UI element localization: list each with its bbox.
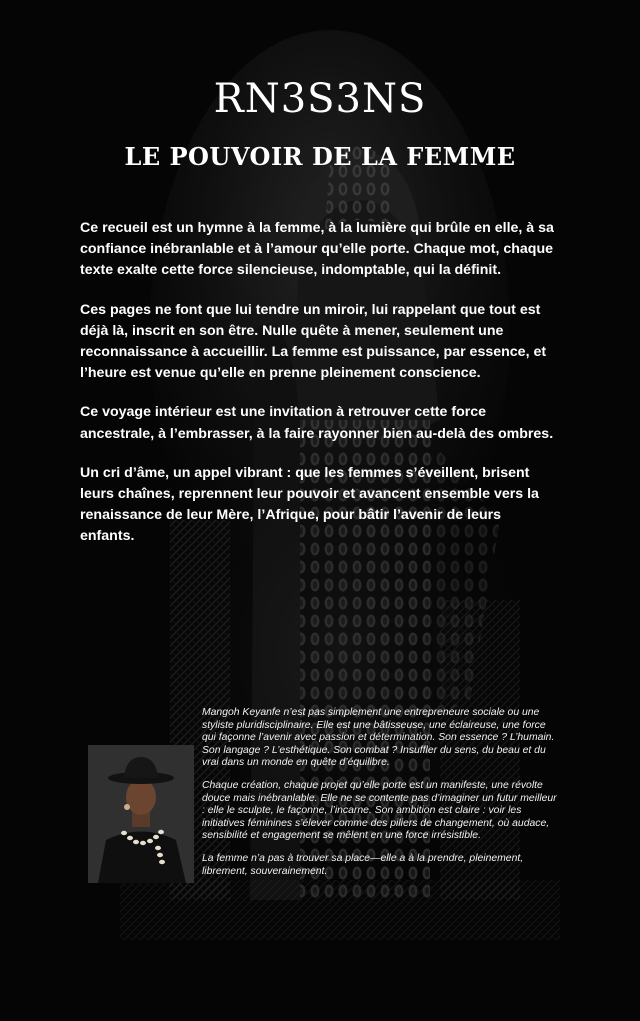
- author-portrait-image: [88, 745, 194, 883]
- intro-paragraph: Ces pages ne font que lui tendre un miroir, lui rappelant que tout est déjà là, inscrit en son être. Nulle quête à mener, seulement une reconnaissance à accueillir. La femme est puissance, par essence, et l’heure est venue qu’elle en prenne pleinement conscience.: [80, 301, 547, 382]
- page-title: RN3S3NS: [213, 76, 427, 122]
- bio-paragraph: La femme n’a pas à trouver sa place—elle a à la prendre, pleinement, librement, souverainement.: [202, 852, 524, 877]
- author-bio: [202, 707, 560, 888]
- page-subtitle: LE POUVOIR DE LA FEMME: [124, 142, 516, 171]
- intro-paragraph: Un cri d’âme, un appel vibrant : que les femmes s’éveillent, brisent leurs chaînes, reprennent leur pouvoir et avancent ensemble vers la renaissance de leur Mère, l’Afrique, pour bâtir l’avenir de leurs enfants.: [80, 464, 539, 545]
- author-photo: [88, 745, 194, 883]
- intro-paragraph: Ce voyage intérieur est une invitation à retrouver cette force ancestrale, à l’embrasser, à la faire rayonner bien au-delà des ombres.: [80, 404, 554, 442]
- intro-paragraph: Ce recueil est un hymne à la femme, à la lumière qui brûle en elle, à sa confiance inébranlable et à l’amour qu’elle porte. Chaque mot, chaque texte exalte cette force silencieuse, indomptable, qui la définit.: [80, 220, 554, 279]
- intro-text: [80, 218, 558, 566]
- bio-paragraph: Mangoh Keyanfe n’est pas simplement une entrepreneure sociale ou une styliste pluridisciplinaire. Elle est une bâtisseuse, une éclaireuse, une force qui façonne l’avenir avec passion et détermination. Son essence ? L’humain. Son langage ? L’esthétique. Son combat ? Insuffler du sens, du beau et du vrai dans un monde en quête d’équilibre.: [202, 707, 555, 769]
- bio-paragraph: Chaque création, chaque projet qu’elle porte est un manifeste, une révolte douce mais inébranlable. Elle ne se contente pas d’imaginer un futur meilleur : elle le sculpte, le façonne, l’incarne. Son ambition est claire : voir les initiatives féminines s’élever comme des piliers de changement, où audace, sensibilité et engagement se mêlent en une force irrésistible.: [202, 779, 557, 842]
